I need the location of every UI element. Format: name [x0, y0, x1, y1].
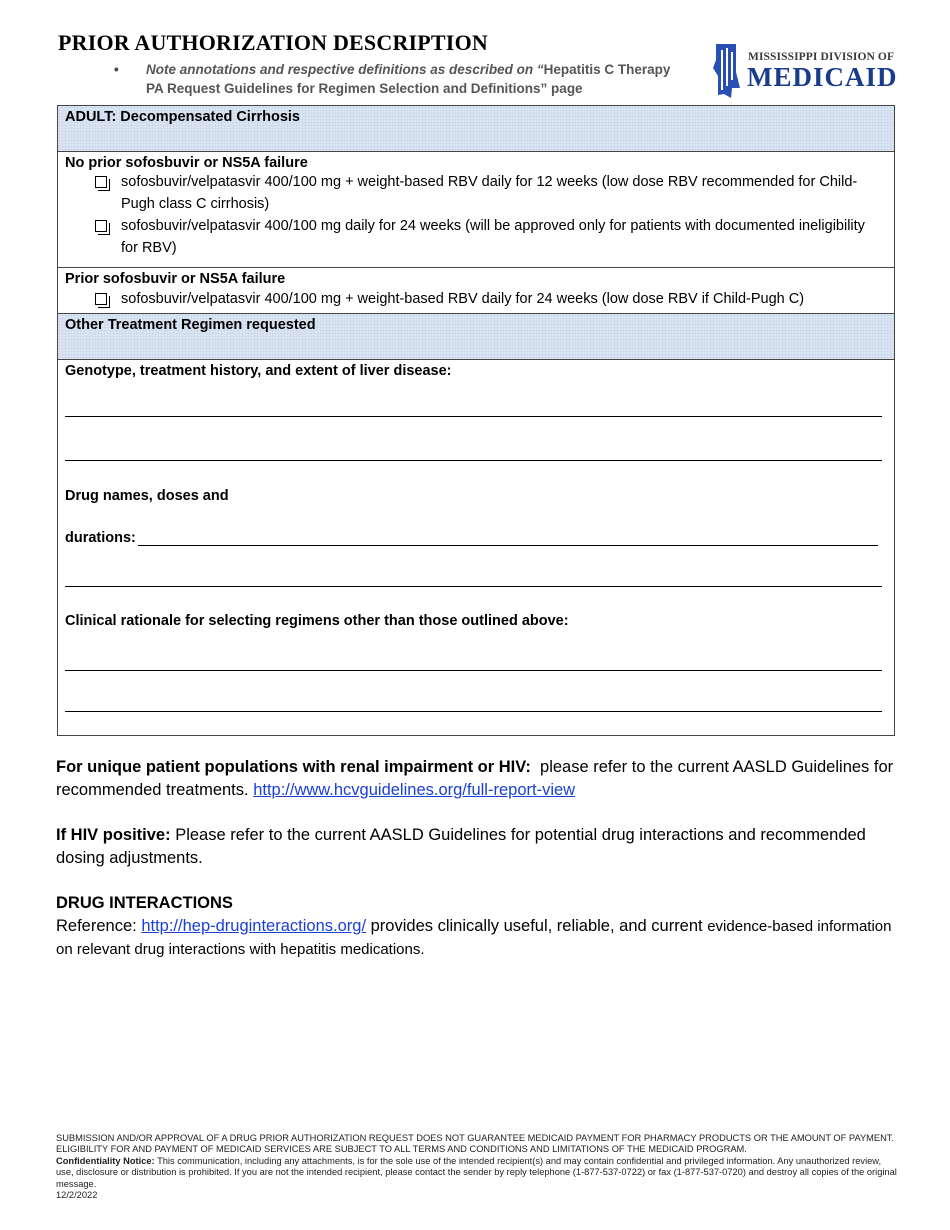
hep-druginteractions-link[interactable]: http://hep-druginteractions.org/	[141, 917, 367, 935]
bullet-icon: •	[114, 62, 119, 77]
genotype-label: Genotype, treatment history, and extent of liver disease:	[65, 363, 452, 379]
hcv-guidelines-link[interactable]: http://www.hcvguidelines.org/full-report-view	[253, 781, 576, 799]
footer-date: 12/2/2022	[56, 1190, 98, 1201]
rationale-label: Clinical rationale for selecting regimens other than those outlined above:	[65, 613, 569, 629]
annotation-note	[114, 60, 688, 98]
footer-disclaimer	[56, 1133, 901, 1201]
prior-option-1[interactable]	[58, 288, 894, 310]
other-regimen-row	[58, 314, 894, 360]
checkbox[interactable]	[95, 293, 107, 305]
adult-section-row	[58, 106, 894, 152]
drug-names-label: Drug names, doses and	[65, 488, 229, 504]
durations-line[interactable]	[138, 545, 878, 546]
adult-section-heading: ADULT: Decompensated Cirrhosis	[65, 109, 300, 125]
medicaid-logo	[710, 40, 898, 100]
checkbox[interactable]	[95, 176, 107, 188]
drug-interactions-text-1: provides clinically useful, reliable, and current	[370, 917, 703, 935]
logo-top-text: MISSISSIPPI DIVISION OF	[748, 51, 895, 63]
drug-interactions-heading: DRUG INTERACTIONS	[56, 894, 233, 912]
reference-prefix: Reference:	[56, 917, 137, 935]
genotype-line-1[interactable]	[65, 416, 882, 417]
option-label: sofosbuvir/velpatasvir 400/100 mg daily for 24 weeks (will be approved only for patients with documented ineligibility for RBV)	[121, 218, 865, 256]
mississippi-map-icon	[710, 42, 744, 100]
hiv-text: Please refer to the current AASLD Guidelines for potential drug interactions and recommended dosing adjustments.	[56, 826, 866, 867]
renal-paragraph	[56, 756, 896, 802]
renal-bold-text: For unique patient populations with renal impairment or HIV:	[56, 758, 531, 776]
checkbox[interactable]	[95, 220, 107, 232]
footer-line-2: ELIGIBILITY FOR AND PAYMENT OF MEDICAID SERVICES ARE SUBJECT TO ALL TERMS AND CONDITIONS AND LIMITATIONS OF THE MEDICAID PROGRAM.	[56, 1144, 747, 1155]
prior-failure-heading: Prior sofosbuvir or NS5A failure	[65, 271, 286, 287]
prior-failure-row	[58, 268, 894, 314]
other-regimen-heading: Other Treatment Regimen requested	[65, 317, 316, 333]
confidentiality-label: Confidentiality Notice:	[56, 1155, 155, 1166]
renal-text: please refer to the current AASLD Guidelines for recommended treatments.	[56, 758, 894, 799]
confidentiality-text: This communication, including any attachments, is for the sole use of the intended recipient(s) and may contain confidential and privileged information. Any unauthorized review, use, disclosure or distribution is prohibited. If you are not the intended recipient, please contact the sender by reply telephone (1-877-537-0722) or fax (1-877-537-0720) and destroy all copies of the original message.	[56, 1155, 897, 1189]
hiv-paragraph	[56, 824, 896, 870]
durations-label: durations:	[65, 530, 136, 546]
note-italic-text: Note annotations and respective definitions as described on “	[146, 62, 544, 77]
option-label: sofosbuvir/velpatasvir 400/100 mg + weight-based RBV daily for 12 weeks (low dose RBV recommended for Child-Pugh class C cirrhosis)	[121, 174, 858, 212]
no-prior-failure-heading: No prior sofosbuvir or NS5A failure	[65, 155, 308, 171]
hiv-bold-text: If HIV positive:	[56, 826, 171, 844]
rationale-line-2[interactable]	[65, 711, 882, 712]
note-bold-text-2: PA Request Guidelines for Regimen Selection and Definitions” page	[146, 81, 583, 96]
page-title: PRIOR AUTHORIZATION DESCRIPTION	[58, 30, 488, 55]
note-bold-text-1: Hepatitis C Therapy	[543, 62, 671, 77]
drug-interactions-section	[56, 892, 896, 961]
option-label: sofosbuvir/velpatasvir 400/100 mg + weight-based RBV daily for 24 weeks (low dose RBV if Child-Pugh C)	[121, 291, 805, 307]
drug-interactions-text-2: evidence-based information on relevant drug interactions with hepatitis medications.	[56, 918, 892, 958]
genotype-line-2[interactable]	[65, 460, 882, 461]
prior-authorization-table	[57, 105, 895, 736]
drug-names-line-2[interactable]	[65, 586, 882, 587]
confidentiality-notice	[56, 1156, 901, 1190]
rationale-line-1[interactable]	[65, 670, 882, 671]
no-prior-option-1[interactable]	[58, 171, 894, 215]
footer-line-1: SUBMISSION AND/OR APPROVAL OF A DRUG PRIOR AUTHORIZATION REQUEST DOES NOT GUARANTEE MEDICAID PAYMENT FOR PHARMACY PRODUCTS OR THE AMOUNT OF PAYMENT.	[56, 1133, 895, 1143]
no-prior-failure-row	[58, 152, 894, 268]
other-regimen-details	[58, 360, 894, 735]
logo-main-text: MEDICAID	[747, 62, 898, 92]
no-prior-option-2[interactable]	[58, 215, 894, 259]
